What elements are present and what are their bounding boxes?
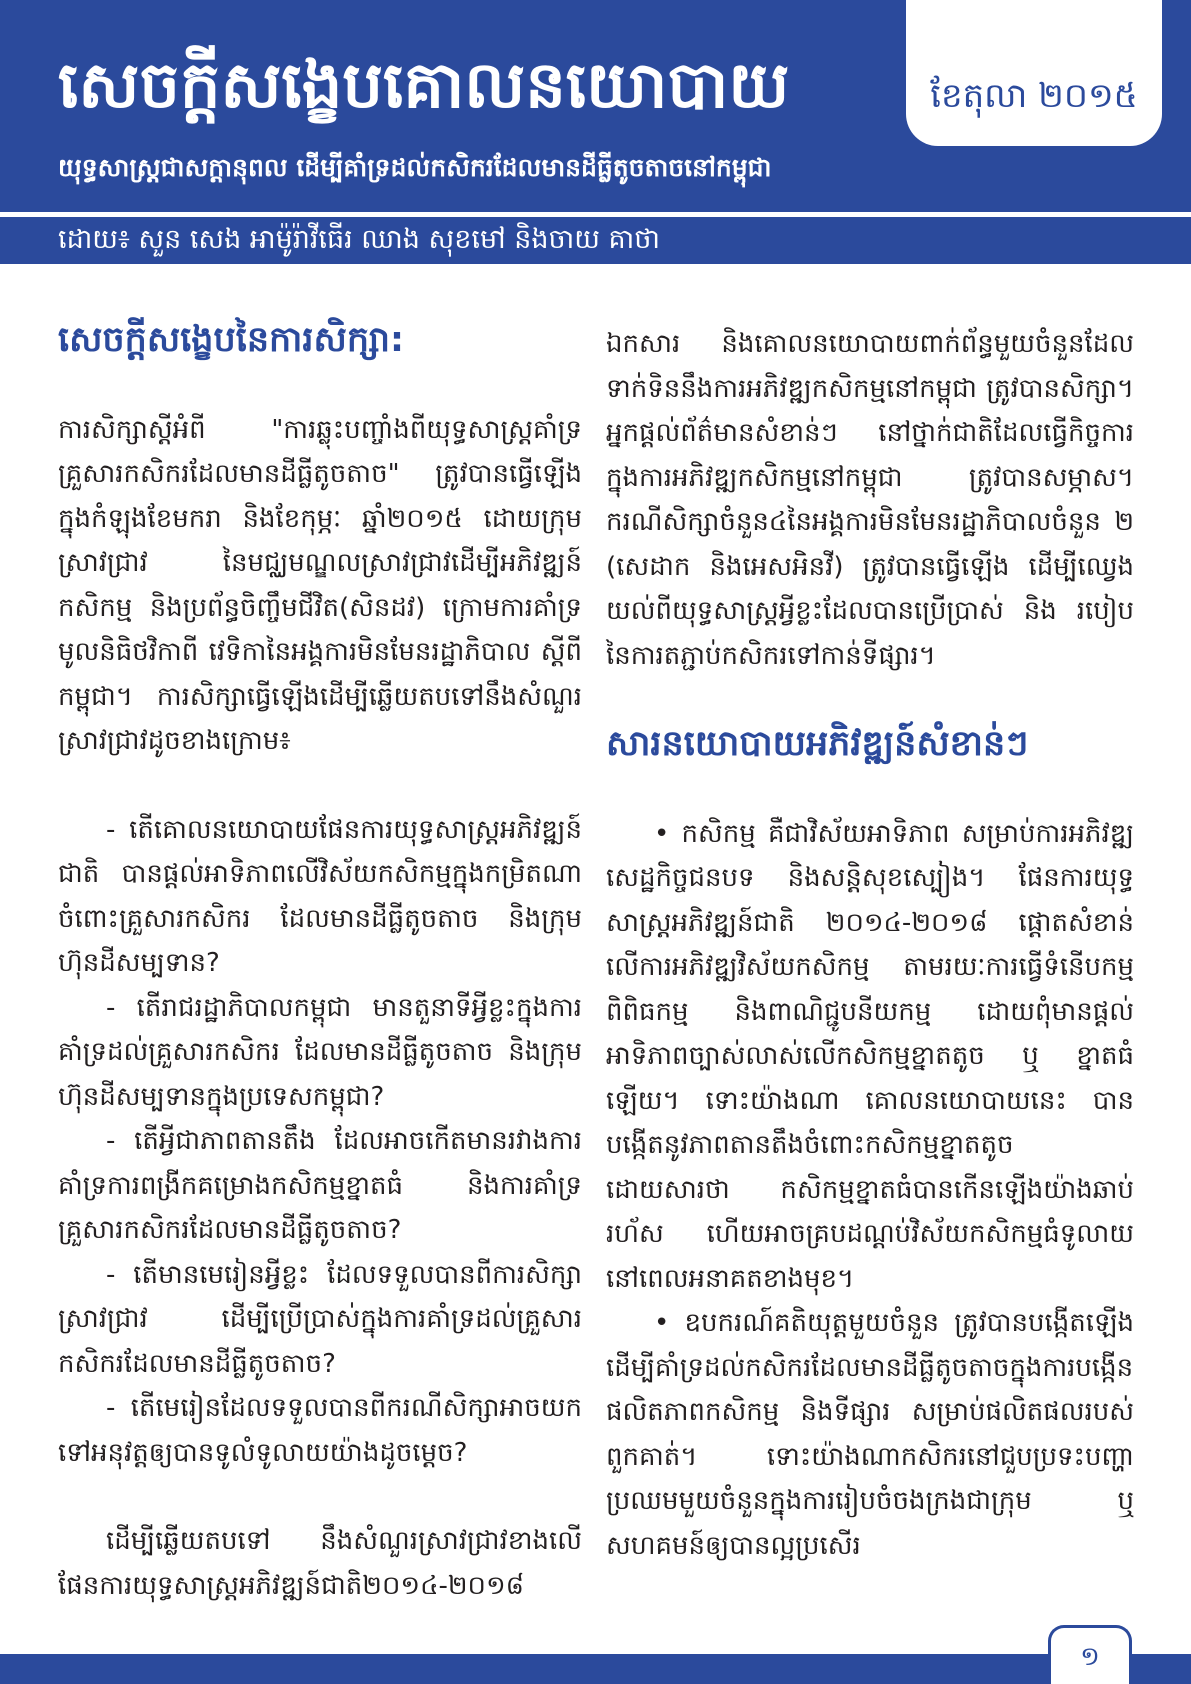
page-number-tab [1048,1625,1132,1684]
bullet-icon: • [654,1308,670,1338]
page-number: ១ [1080,1642,1100,1672]
continuation-paragraph: ឯកសារ និងគោលនយោបាយពាក់ព័ន្ធមួយចំនួនដែលទាក់ទិននឹងការអភិវឌ្ឍកសិកម្មនៅកម្ពុជា ត្រូវបានសិក្សា។ អ្នកផ្តល់ព័ត៌មានសំខាន់ៗ នៅថ្នាក់ជាតិដែលធ្វើកិច្ចការក្នុងការអភិវឌ្ឍកសិកម្មនៅកម្ពុជា ត្រូវបានសម្ភាស។ ករណីសិក្សាចំនួន៤នៃអង្គការមិនមែនរដ្ឋាភិបាលចំនួន ២ (សេដាក និងអេសអិនវី) ត្រូវបានធ្វើឡើង ដើម្បីឈ្វេងយល់ពីយុទ្ធសាស្ត្រអ្វីខ្លះដែលបានប្រើប្រាស់ និង របៀបនៃការតភ្ជាប់កសិករទៅកាន់ទីផ្សារ។ [606,329,1134,671]
left-column [58,318,582,1608]
date-tab [906,0,1162,146]
author-bar [0,217,1191,264]
bullet-text: ឧបករណ៍គតិយុត្តមួយចំនួន ត្រូវបានបង្កើតឡើង ដើម្បីគាំទ្រដល់កសិករដែលមានដីធ្លីតូចតាចក្នុងការបង្កើនផលិតភាពកសិកម្ម និងទីផ្សារ សម្រាប់ផលិតផលរបស់ពួកគាត់។ ទោះយ៉ាងណាកសិករនៅជួបប្រទះបញ្ហាប្រឈមមួយចំនួនក្នុងការរៀបចំចងក្រងជាក្រុម ឬ សហគមន៍ឲ្យបានល្អប្រសើរ [606,1308,1134,1561]
question-item: - តើអ្វីជាភាពតានតឹង ដែលអាចកើតមានរវាងការគាំទ្រការពង្រីកគម្រោងកសិកម្មខ្នាតធំ និងការគាំទ្រគ្រួសារកសិករដែលមានដីធ្លីតូចតាច? [58,1126,582,1245]
publication-date: ខែតុលា ២០១៥ [930,76,1138,116]
page-subtitle: យុទ្ធសាស្ត្រជាសក្តានុពល ដើម្បីគាំទ្រដល់កសិករដែលមានដីធ្លីតូចតាចនៅកម្ពុជា [58,153,772,182]
bullet-item [606,812,1134,1302]
authors-line: ដោយ៖ សួន សេង អាម៉ូរ៉ាវីធើរ ឈាង សុខមៅ និងចាយ គាថា [58,224,660,255]
right-column [606,322,1134,1568]
section-heading-key-messages: សារនយោបាយអភិវឌ្ឍន៍សំខាន់ៗ [606,724,1029,764]
closing-paragraph: ដើម្បីឆ្លើយតបទៅ នឹងសំណួរស្រាវជ្រាវខាងលើផែនការយុទ្ធសាស្ត្រអភិវឌ្ឍន៍ជាតិ២០១៤-២០១៨ [58,1526,582,1601]
footer-bar [0,1654,1191,1684]
header-banner [0,0,1191,212]
question-item: - តើមានមេរៀនអ្វីខ្លះ ដែលទទួលបានពីការសិក្សាស្រាវជ្រាវ ដើម្បីប្រើប្រាស់ក្នុងការគាំទ្រដល់គ្រួសារកសិករដែលមានដីធ្លីតូចតាច? [58,1259,582,1379]
intro-paragraph: ការសិក្សាស្តីអំពី "ការឆ្លុះបញ្ចាំងពីយុទ្ធសាស្ត្រគាំទ្រគ្រួសារកសិករដែលមានដីធ្លីតូចតាច" ត្រូវបានធ្វើឡើងក្នុងកំឡុងខែមករា និងខែកុម្ភៈ ឆ្នាំ២០១៥ ដោយក្រុមស្រាវជ្រាវ នៃមជ្ឈមណ្ឌលស្រាវជ្រាវដើម្បីអភិវឌ្ឍន៍កសិកម្ម និងប្រព័ន្ធចិញ្ចឹមជីវិត(សិនដវ) ក្រោមការគាំទ្រមូលនិធិថវិកាពី វេទិកានៃអង្គការមិនមែនរដ្ឋាភិបាល ស្តីពីកម្ពុជា។ ការសិក្សាធ្វើឡើងដើម្បីឆ្លើយតបទៅនឹងសំណួរស្រាវជ្រាវដូចខាងក្រោម៖ [58,414,582,756]
section-heading-summary: សេចក្តីសង្ខេបនៃការសិក្សា: [58,320,405,360]
bullet-item [606,1301,1134,1568]
page-title: សេចក្តីសង្ខេបគោលនយោបាយ [58,49,790,123]
bullet-text: កសិកម្ម គឺជាវិស័យអាទិភាព សម្រាប់ការអភិវឌ្ឍសេដ្ឋកិច្ចជនបទ និងសន្តិសុខស្បៀង។ ផែនការយុទ្ធសាស្ត្រអភិវឌ្ឍន៍ជាតិ ២០១៤-២០១៨ ផ្តោតសំខាន់លើការអភិវឌ្ឍវិស័យកសិកម្ម តាមរយៈការធ្វើទំនើបកម្ម ពិពិធកម្ម និងពាណិជ្ជូបនីយកម្ម ដោយពុំមានផ្តល់អាទិភាពច្បាស់លាស់លើកសិកម្មខ្នាតតូច ឬ ខ្នាតធំឡើយ។ ទោះយ៉ាងណា គោលនយោបាយនេះ បានបង្កើតនូវភាពតានតឹងចំពោះកសិកម្មខ្នាតតូច ដោយសារថា កសិកម្មខ្នាតធំបានកើនឡើងយ៉ាងឆាប់រហ័ស ហើយអាចគ្របដណ្តប់វិស័យកសិកម្មធំទូលាយនៅពេលអនាគតខាងមុខ។ [606,818,1134,1294]
bullet-icon: • [654,818,670,849]
question-item: - តើគោលនយោបាយផែនការយុទ្ធសាស្ត្រអភិវឌ្ឍន៍ជាតិ បានផ្តល់អាទិភាពលើវិស័យកសិកម្មក្នុងកម្រិតណាចំពោះគ្រួសារកសិករ ដែលមានដីធ្លីតូចតាច និងក្រុមហ៊ុនដីសម្បទាន? [58,814,582,978]
question-item: - តើរាជរដ្ឋាភិបាលកម្ពុជា មានតួនាទីអ្វីខ្លះក្នុងការគាំទ្រដល់គ្រួសារកសិករ ដែលមានដីធ្លីតូចតាច និងក្រុមហ៊ុនដីសម្បទានក្នុងប្រទេសកម្ពុជា? [58,992,582,1112]
question-item: - តើមេរៀនដែលទទួលបានពីករណីសិក្សាអាចយកទៅអនុវត្តឲ្យបានទូលំទូលាយយ៉ាងដូចម្តេច? [58,1393,582,1468]
